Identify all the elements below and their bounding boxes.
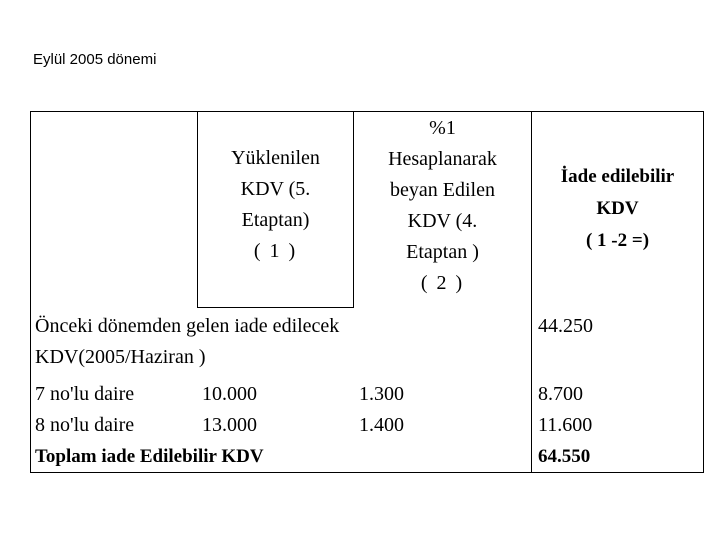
row-refundable: 8.700	[538, 383, 583, 405]
row-loaded-vat: 10.000	[202, 383, 257, 405]
header-line: ( 1 )	[253, 240, 298, 262]
header-line: Hesaplanarak	[388, 148, 497, 170]
header-line: ( 2 )	[420, 272, 465, 294]
previous-period-label-line1: Önceki dönemden gelen iade edilecek	[35, 315, 340, 337]
header-line: beyan Edilen	[390, 179, 495, 201]
table-border-top	[30, 111, 704, 112]
row-declared-vat: 1.300	[359, 383, 404, 405]
header-refundable-vat	[532, 161, 703, 257]
header-bottom-line	[197, 307, 353, 308]
row-label: 8 no'lu daire	[35, 414, 135, 436]
table-border-right	[703, 111, 704, 473]
total-refundable: 64.550	[538, 446, 591, 467]
row-loaded-vat: 13.000	[202, 414, 257, 436]
header-line: Etaptan )	[406, 241, 479, 263]
header-line: KDV	[596, 198, 639, 219]
header-line: %1	[429, 117, 456, 139]
header-line: Yüklenilen	[231, 147, 320, 169]
previous-period-refundable: 44.250	[538, 315, 593, 337]
row-refundable: 11.600	[538, 414, 593, 436]
header-line: KDV (4.	[407, 210, 478, 232]
total-label: Toplam iade Edilebilir KDV	[35, 446, 264, 467]
header-line: İade edilebilir	[560, 166, 675, 187]
header-loaded-vat	[198, 143, 353, 267]
previous-period-label-line2: KDV(2005/Haziran )	[35, 346, 206, 368]
header-declared-vat	[354, 113, 531, 299]
header-line: Etaptan)	[241, 209, 310, 231]
row-declared-vat: 1.400	[359, 414, 404, 436]
table-border-left	[30, 111, 31, 473]
header-line: ( 1 -2 =)	[585, 230, 650, 251]
header-line: KDV (5.	[240, 178, 311, 200]
table-border-bottom	[30, 472, 704, 473]
page-title: Eylül 2005 dönemi	[33, 51, 157, 68]
row-label: 7 no'lu daire	[35, 383, 135, 405]
